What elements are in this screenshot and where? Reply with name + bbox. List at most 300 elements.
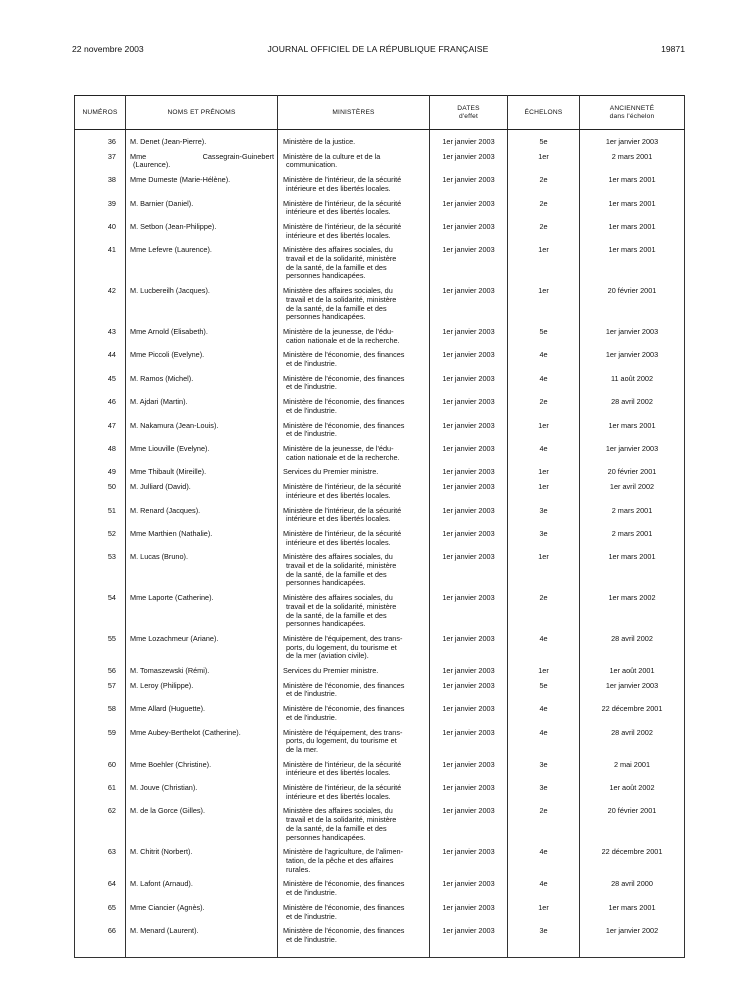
cell-echelon: 4e bbox=[508, 880, 580, 903]
ministere-line: personnes handicapées. bbox=[286, 578, 366, 588]
cell-nom-prenom bbox=[126, 246, 278, 287]
appointments-table bbox=[74, 95, 685, 958]
table-row bbox=[75, 530, 685, 553]
cell-numero: 47 bbox=[75, 422, 126, 445]
ministere-line: personnes handicapées. bbox=[286, 312, 366, 322]
cell-nom-prenom bbox=[126, 530, 278, 553]
cell-echelon: 1er bbox=[508, 667, 580, 682]
cell-nom-prenom bbox=[126, 594, 278, 635]
cell-anciennete: 1er mars 2002 bbox=[580, 594, 685, 635]
cell-numero: 53 bbox=[75, 553, 126, 594]
ministere-line: travail et de la solidarité, ministère bbox=[286, 601, 397, 611]
cell-numero: 58 bbox=[75, 705, 126, 728]
cell-date-effet: 1er janvier 2003 bbox=[430, 729, 508, 761]
cell-nom-prenom bbox=[126, 784, 278, 807]
cell-nom-prenom bbox=[126, 761, 278, 784]
nom-line: M. Ajdari (Martin). bbox=[130, 397, 188, 407]
ministere-line: Services du Premier ministre. bbox=[283, 467, 379, 477]
cell-nom-prenom bbox=[126, 927, 278, 950]
table-row bbox=[75, 507, 685, 530]
ministere-line: Ministère de l'économie, des finances bbox=[283, 397, 405, 407]
ministere-line: travail et de la solidarité, ministère bbox=[286, 561, 397, 571]
cell-numero: 56 bbox=[75, 667, 126, 682]
cell-ministere bbox=[278, 880, 430, 903]
cell-nom-prenom bbox=[126, 682, 278, 705]
table-row bbox=[75, 351, 685, 374]
page-header bbox=[72, 44, 684, 58]
cell-date-effet: 1er janvier 2003 bbox=[430, 468, 508, 483]
cell-numero: 54 bbox=[75, 594, 126, 635]
cell-date-effet: 1er janvier 2003 bbox=[430, 848, 508, 880]
cell-ministere bbox=[278, 807, 430, 848]
ministere-line: Services du Premier ministre. bbox=[283, 666, 379, 676]
cell-anciennete: 1er mars 2001 bbox=[580, 246, 685, 287]
cell-echelon: 5e bbox=[508, 328, 580, 351]
nom-line: M. Renard (Jacques). bbox=[130, 505, 201, 515]
ministere-line: cation nationale et de la recherche. bbox=[286, 452, 400, 462]
cell-nom-prenom bbox=[126, 705, 278, 728]
cell-ministere bbox=[278, 705, 430, 728]
nom-line: Mme Allard (Huguette). bbox=[130, 704, 206, 714]
header-page-number: 19871 bbox=[661, 44, 685, 54]
cell-ministere bbox=[278, 287, 430, 328]
header-noms-prenoms: NOMS ET PRÉNOMS bbox=[126, 96, 278, 130]
cell-echelon: 4e bbox=[508, 729, 580, 761]
cell-date-effet: 1er janvier 2003 bbox=[430, 483, 508, 506]
ministere-line: Ministère de l'équipement, des trans- bbox=[283, 727, 403, 737]
cell-numero: 45 bbox=[75, 375, 126, 398]
cell-nom-prenom bbox=[126, 483, 278, 506]
cell-ministere bbox=[278, 784, 430, 807]
cell-anciennete: 1er mars 2001 bbox=[580, 176, 685, 199]
cell-numero: 51 bbox=[75, 507, 126, 530]
cell-echelon: 2e bbox=[508, 594, 580, 635]
ministere-line: Ministère de l'économie, des finances bbox=[283, 350, 405, 360]
ministere-line: de la mer (aviation civile). bbox=[286, 651, 369, 661]
cell-anciennete: 1er mars 2001 bbox=[580, 223, 685, 246]
cell-date-effet: 1er janvier 2003 bbox=[430, 904, 508, 927]
cell-nom-prenom bbox=[126, 848, 278, 880]
cell-anciennete: 1er janvier 2003 bbox=[580, 328, 685, 351]
cell-date-effet: 1er janvier 2003 bbox=[430, 153, 508, 176]
cell-numero: 43 bbox=[75, 328, 126, 351]
ministere-line: Ministère de l'économie, des finances bbox=[283, 420, 405, 430]
table-row bbox=[75, 153, 685, 176]
cell-echelon: 1er bbox=[508, 287, 580, 328]
cell-date-effet: 1er janvier 2003 bbox=[430, 375, 508, 398]
header-echelons: ÉCHELONS bbox=[508, 96, 580, 130]
cell-numero: 42 bbox=[75, 287, 126, 328]
cell-echelon: 4e bbox=[508, 375, 580, 398]
cell-ministere bbox=[278, 729, 430, 761]
ministere-line: Ministère de l'intérieur, de la sécurité bbox=[283, 198, 402, 208]
cell-anciennete: 1er janvier 2003 bbox=[580, 445, 685, 468]
table-row bbox=[75, 729, 685, 761]
cell-ministere bbox=[278, 483, 430, 506]
ministere-line: Ministère des affaires sociales, du bbox=[283, 286, 393, 296]
ministere-line: Ministère de l'intérieur, de la sécurité bbox=[283, 783, 402, 793]
nom-line: Mme Lefevre (Laurence). bbox=[130, 245, 212, 255]
header-dates-line1: DATES bbox=[457, 105, 480, 112]
nom-line: Mme Marthien (Nathalie). bbox=[130, 528, 213, 538]
cell-numero: 62 bbox=[75, 807, 126, 848]
cell-echelon: 1er bbox=[508, 153, 580, 176]
cell-echelon: 2e bbox=[508, 398, 580, 421]
ministere-line: personnes handicapées. bbox=[286, 832, 366, 842]
cell-echelon: 2e bbox=[508, 176, 580, 199]
cell-echelon: 4e bbox=[508, 445, 580, 468]
header-anciennete bbox=[580, 96, 685, 130]
cell-echelon: 4e bbox=[508, 351, 580, 374]
cell-ministere bbox=[278, 246, 430, 287]
cell-date-effet: 1er janvier 2003 bbox=[430, 807, 508, 848]
cell-ministere bbox=[278, 398, 430, 421]
nom-line: M. Lucbereilh (Jacques). bbox=[130, 286, 210, 296]
ministere-line: Ministère de la culture et de la bbox=[283, 151, 381, 161]
cell-ministere bbox=[278, 200, 430, 223]
cell-date-effet: 1er janvier 2003 bbox=[430, 287, 508, 328]
ministere-line: et de l'industrie. bbox=[286, 911, 337, 921]
ministere-line: Ministère de l'économie, des finances bbox=[283, 926, 405, 936]
cell-ministere bbox=[278, 468, 430, 483]
nom-line: M. Chitrit (Norbert). bbox=[130, 847, 193, 857]
cell-date-effet: 1er janvier 2003 bbox=[430, 445, 508, 468]
table-row bbox=[75, 784, 685, 807]
cell-echelon: 3e bbox=[508, 507, 580, 530]
cell-echelon: 4e bbox=[508, 705, 580, 728]
cell-ministere bbox=[278, 553, 430, 594]
table-row bbox=[75, 667, 685, 682]
cell-anciennete: 22 décembre 2001 bbox=[580, 705, 685, 728]
ministere-line: et de l'industrie. bbox=[286, 712, 337, 722]
ministere-line: Ministère de l'intérieur, de la sécurité bbox=[283, 482, 402, 492]
table-row bbox=[75, 880, 685, 903]
header-journal-title: JOURNAL OFFICIEL DE LA RÉPUBLIQUE FRANÇAISE bbox=[267, 44, 489, 54]
cell-anciennete: 2 mai 2001 bbox=[580, 761, 685, 784]
table-row bbox=[75, 422, 685, 445]
table-row bbox=[75, 468, 685, 483]
cell-numero: 40 bbox=[75, 223, 126, 246]
cell-nom-prenom bbox=[126, 422, 278, 445]
cell-date-effet: 1er janvier 2003 bbox=[430, 223, 508, 246]
ministere-line: Ministère de la jeunesse, de l'édu- bbox=[283, 326, 394, 336]
ministere-line: travail et de la solidarité, ministère bbox=[286, 815, 397, 825]
cell-echelon: 1er bbox=[508, 553, 580, 594]
cell-date-effet: 1er janvier 2003 bbox=[430, 328, 508, 351]
cell-date-effet: 1er janvier 2003 bbox=[430, 507, 508, 530]
ministere-line: personnes handicapées. bbox=[286, 271, 366, 281]
cell-anciennete: 28 avril 2002 bbox=[580, 729, 685, 761]
table-row bbox=[75, 904, 685, 927]
ministere-line: Ministère des affaires sociales, du bbox=[283, 593, 393, 603]
cell-nom-prenom bbox=[126, 729, 278, 761]
cell-numero: 36 bbox=[75, 138, 126, 153]
ministere-line: Ministère de l'intérieur, de la sécurité bbox=[283, 759, 402, 769]
table-row bbox=[75, 223, 685, 246]
nom-line: M. Ramos (Michel). bbox=[130, 373, 194, 383]
nom-line: M. Leroy (Philippe). bbox=[130, 680, 194, 690]
cell-echelon: 1er bbox=[508, 904, 580, 927]
cell-nom-prenom bbox=[126, 667, 278, 682]
cell-anciennete: 2 mars 2001 bbox=[580, 153, 685, 176]
nom-line: M. Lafont (Arnaud). bbox=[130, 879, 193, 889]
cell-anciennete: 20 février 2001 bbox=[580, 287, 685, 328]
header-dates-line2: d'effet bbox=[458, 112, 479, 120]
cell-numero: 64 bbox=[75, 880, 126, 903]
ministere-line: de la santé, de la famille et des bbox=[286, 303, 387, 313]
cell-numero: 48 bbox=[75, 445, 126, 468]
cell-numero: 39 bbox=[75, 200, 126, 223]
ministere-line: Ministère de l'économie, des finances bbox=[283, 879, 405, 889]
cell-echelon: 3e bbox=[508, 761, 580, 784]
ministere-line: Ministère de l'économie, des finances bbox=[283, 902, 405, 912]
table-row bbox=[75, 553, 685, 594]
cell-date-effet: 1er janvier 2003 bbox=[430, 784, 508, 807]
cell-ministere bbox=[278, 667, 430, 682]
cell-numero: 66 bbox=[75, 927, 126, 950]
nom-line: M. Denet (Jean-Pierre). bbox=[130, 137, 207, 146]
cell-echelon: 1er bbox=[508, 422, 580, 445]
cell-ministere bbox=[278, 507, 430, 530]
ministere-line: et de l'industrie. bbox=[286, 429, 337, 439]
cell-ministere bbox=[278, 351, 430, 374]
cell-ministere bbox=[278, 848, 430, 880]
cell-anciennete: 28 avril 2002 bbox=[580, 398, 685, 421]
cell-echelon: 2e bbox=[508, 807, 580, 848]
cell-nom-prenom bbox=[126, 328, 278, 351]
nom-line: Mme Ciancier (Agnès). bbox=[130, 902, 205, 912]
cell-numero: 55 bbox=[75, 635, 126, 667]
cell-nom-prenom bbox=[126, 287, 278, 328]
nom-line: Mme Boehler (Christine). bbox=[130, 759, 212, 769]
nom-line: M. Setbon (Jean-Philippe). bbox=[130, 221, 217, 231]
cell-date-effet: 1er janvier 2003 bbox=[430, 667, 508, 682]
cell-anciennete: 1er août 2001 bbox=[580, 667, 685, 682]
cell-date-effet: 1er janvier 2003 bbox=[430, 594, 508, 635]
cell-ministere bbox=[278, 153, 430, 176]
nom-line: M. Tomaszewski (Rémi). bbox=[130, 666, 210, 676]
nom-line: Mme Arnold (Elisabeth). bbox=[130, 326, 208, 336]
cell-anciennete: 1er avril 2002 bbox=[580, 483, 685, 506]
cell-anciennete: 2 mars 2001 bbox=[580, 530, 685, 553]
cell-date-effet: 1er janvier 2003 bbox=[430, 530, 508, 553]
cell-date-effet: 1er janvier 2003 bbox=[430, 553, 508, 594]
nom-line: Mme Lozachmeur (Ariane). bbox=[130, 633, 219, 643]
ministere-line: communication. bbox=[286, 160, 338, 170]
cell-nom-prenom bbox=[126, 200, 278, 223]
table-row bbox=[75, 705, 685, 728]
cell-ministere bbox=[278, 904, 430, 927]
cell-numero: 46 bbox=[75, 398, 126, 421]
cell-ministere bbox=[278, 635, 430, 667]
nom-line: M. Menard (Laurent). bbox=[130, 926, 199, 936]
ministere-line: intérieure et des libertés locales. bbox=[286, 490, 391, 500]
ministere-line: et de l'industrie. bbox=[286, 689, 337, 699]
cell-echelon: 1er bbox=[508, 246, 580, 287]
cell-anciennete: 1er mars 2001 bbox=[580, 200, 685, 223]
cell-numero: 50 bbox=[75, 483, 126, 506]
cell-numero: 52 bbox=[75, 530, 126, 553]
cell-anciennete: 1er janvier 2003 bbox=[580, 138, 685, 153]
table-row bbox=[75, 445, 685, 468]
ministere-line: rurales. bbox=[286, 864, 311, 874]
nom-line: M. Nakamura (Jean-Louis). bbox=[130, 420, 219, 430]
table-row bbox=[75, 807, 685, 848]
cell-echelon: 1er bbox=[508, 483, 580, 506]
nom-line: Mme Piccoli (Evelyne). bbox=[130, 350, 205, 360]
nom-line: M. Barnier (Daniel). bbox=[130, 198, 194, 208]
cell-numero: 37 bbox=[75, 153, 126, 176]
header-dates-effet bbox=[430, 96, 508, 130]
cell-echelon: 4e bbox=[508, 848, 580, 880]
ministere-line: et de l'industrie. bbox=[286, 405, 337, 415]
cell-date-effet: 1er janvier 2003 bbox=[430, 138, 508, 153]
cell-numero: 38 bbox=[75, 176, 126, 199]
cell-echelon: 5e bbox=[508, 682, 580, 705]
cell-date-effet: 1er janvier 2003 bbox=[430, 422, 508, 445]
cell-echelon: 1er bbox=[508, 468, 580, 483]
ministere-line: et de l'industrie. bbox=[286, 888, 337, 898]
ministere-line: tation, de la pêche et des affaires bbox=[286, 856, 394, 865]
cell-nom-prenom bbox=[126, 635, 278, 667]
cell-ministere bbox=[278, 422, 430, 445]
table-body bbox=[75, 130, 685, 958]
cell-echelon: 5e bbox=[508, 138, 580, 153]
ministere-line: intérieure et des libertés locales. bbox=[286, 183, 391, 193]
cell-numero: 44 bbox=[75, 351, 126, 374]
ministere-line: intérieure et des libertés locales. bbox=[286, 230, 391, 240]
header-date: 22 novembre 2003 bbox=[72, 44, 144, 54]
ministere-line: Ministère de l'intérieur, de la sécurité bbox=[283, 505, 402, 515]
nom-line: M. Julliard (David). bbox=[130, 482, 191, 492]
ministere-line: ports, du logement, du tourisme et bbox=[286, 736, 397, 746]
cell-echelon: 4e bbox=[508, 635, 580, 667]
cell-echelon: 2e bbox=[508, 223, 580, 246]
ministere-line: travail et de la solidarité, ministère bbox=[286, 294, 397, 304]
nom-line: Mme Liouville (Evelyne). bbox=[130, 443, 210, 453]
cell-ministere bbox=[278, 761, 430, 784]
cell-numero: 57 bbox=[75, 682, 126, 705]
ministere-line: Ministère de l'agriculture, de l'alimen- bbox=[283, 847, 403, 857]
cell-nom-prenom bbox=[126, 553, 278, 594]
cell-numero: 49 bbox=[75, 468, 126, 483]
cell-nom-prenom bbox=[126, 375, 278, 398]
cell-date-effet: 1er janvier 2003 bbox=[430, 246, 508, 287]
table-row bbox=[75, 848, 685, 880]
table-row bbox=[75, 483, 685, 506]
table-row bbox=[75, 246, 685, 287]
table-bottom-spacer bbox=[75, 951, 685, 958]
cell-ministere bbox=[278, 375, 430, 398]
table-row bbox=[75, 594, 685, 635]
cell-nom-prenom bbox=[126, 507, 278, 530]
cell-echelon: 3e bbox=[508, 927, 580, 950]
nom-line: Mme Thibault (Mireille). bbox=[130, 467, 207, 477]
ministere-line: Ministère de l'économie, des finances bbox=[283, 373, 405, 383]
cell-ministere bbox=[278, 530, 430, 553]
cell-nom-prenom bbox=[126, 904, 278, 927]
ministere-line: Ministère des affaires sociales, du bbox=[283, 245, 393, 255]
ministere-line: intérieure et des libertés locales. bbox=[286, 768, 391, 778]
ministere-line: intérieure et des libertés locales. bbox=[286, 537, 391, 547]
cell-date-effet: 1er janvier 2003 bbox=[430, 927, 508, 950]
cell-echelon: 2e bbox=[508, 200, 580, 223]
cell-numero: 61 bbox=[75, 784, 126, 807]
cell-nom-prenom bbox=[126, 153, 278, 176]
cell-anciennete: 1er janvier 2003 bbox=[580, 682, 685, 705]
cell-nom-prenom bbox=[126, 138, 278, 153]
cell-numero: 59 bbox=[75, 729, 126, 761]
nom-line: M. de la Gorce (Gilles). bbox=[130, 806, 206, 816]
ministere-line: Ministère de l'économie, des finances bbox=[283, 680, 405, 690]
ministere-line: Ministère de la justice. bbox=[283, 137, 356, 146]
ministere-line: de la santé, de la famille et des bbox=[286, 569, 387, 579]
cell-anciennete: 1er mars 2001 bbox=[580, 422, 685, 445]
ministere-line: de la santé, de la famille et des bbox=[286, 823, 387, 833]
ministere-line: de la santé, de la famille et des bbox=[286, 610, 387, 620]
cell-anciennete: 1er janvier 2002 bbox=[580, 927, 685, 950]
cell-ministere bbox=[278, 927, 430, 950]
cell-anciennete: 1er août 2002 bbox=[580, 784, 685, 807]
cell-nom-prenom bbox=[126, 223, 278, 246]
ministere-line: et de l'industrie. bbox=[286, 359, 337, 369]
cell-echelon: 3e bbox=[508, 784, 580, 807]
table-row bbox=[75, 138, 685, 153]
ministere-line: Ministère de l'intérieur, de la sécurité bbox=[283, 175, 402, 185]
cell-anciennete: 28 avril 2000 bbox=[580, 880, 685, 903]
ministere-line: intérieure et des libertés locales. bbox=[286, 207, 391, 217]
table-row bbox=[75, 682, 685, 705]
cell-numero: 41 bbox=[75, 246, 126, 287]
ministere-line: Ministère de l'équipement, des trans- bbox=[283, 633, 403, 643]
cell-numero: 63 bbox=[75, 848, 126, 880]
cell-date-effet: 1er janvier 2003 bbox=[430, 200, 508, 223]
cell-anciennete: 2 mars 2001 bbox=[580, 507, 685, 530]
ministere-line: cation nationale et de la recherche. bbox=[286, 335, 400, 345]
cell-anciennete: 20 février 2001 bbox=[580, 807, 685, 848]
cell-date-effet: 1er janvier 2003 bbox=[430, 176, 508, 199]
ministere-line: Ministère de la jeunesse, de l'édu- bbox=[283, 443, 394, 453]
header-numeros: NUMÉROS bbox=[75, 96, 126, 130]
nom-line: M. Jouve (Christian). bbox=[130, 783, 198, 793]
table-row bbox=[75, 398, 685, 421]
ministere-line: Ministère de l'intérieur, de la sécurité bbox=[283, 221, 402, 231]
nom-line: (Laurence). bbox=[133, 160, 171, 170]
cell-ministere bbox=[278, 328, 430, 351]
cell-anciennete: 20 février 2001 bbox=[580, 468, 685, 483]
nom-line: Mme Cassegrain-Guinebert bbox=[130, 151, 274, 161]
ministere-line: personnes handicapées. bbox=[286, 619, 366, 629]
table-row bbox=[75, 635, 685, 667]
cell-numero: 65 bbox=[75, 904, 126, 927]
cell-numero: 60 bbox=[75, 761, 126, 784]
header-anciennete-line2: dans l'échelon bbox=[609, 112, 655, 120]
cell-nom-prenom bbox=[126, 807, 278, 848]
ministere-line: et de l'industrie. bbox=[286, 382, 337, 392]
cell-anciennete: 1er janvier 2003 bbox=[580, 351, 685, 374]
cell-nom-prenom bbox=[126, 398, 278, 421]
cell-anciennete: 11 août 2002 bbox=[580, 375, 685, 398]
ministere-line: intérieure et des libertés locales. bbox=[286, 791, 391, 801]
cell-anciennete: 1er mars 2001 bbox=[580, 904, 685, 927]
nom-line: Mme Aubey-Berthelot (Catherine). bbox=[130, 727, 241, 737]
table-header-row bbox=[75, 96, 685, 130]
ministere-line: Ministère des affaires sociales, du bbox=[283, 806, 393, 816]
cell-date-effet: 1er janvier 2003 bbox=[430, 351, 508, 374]
table-row bbox=[75, 375, 685, 398]
cell-echelon: 3e bbox=[508, 530, 580, 553]
cell-ministere bbox=[278, 138, 430, 153]
